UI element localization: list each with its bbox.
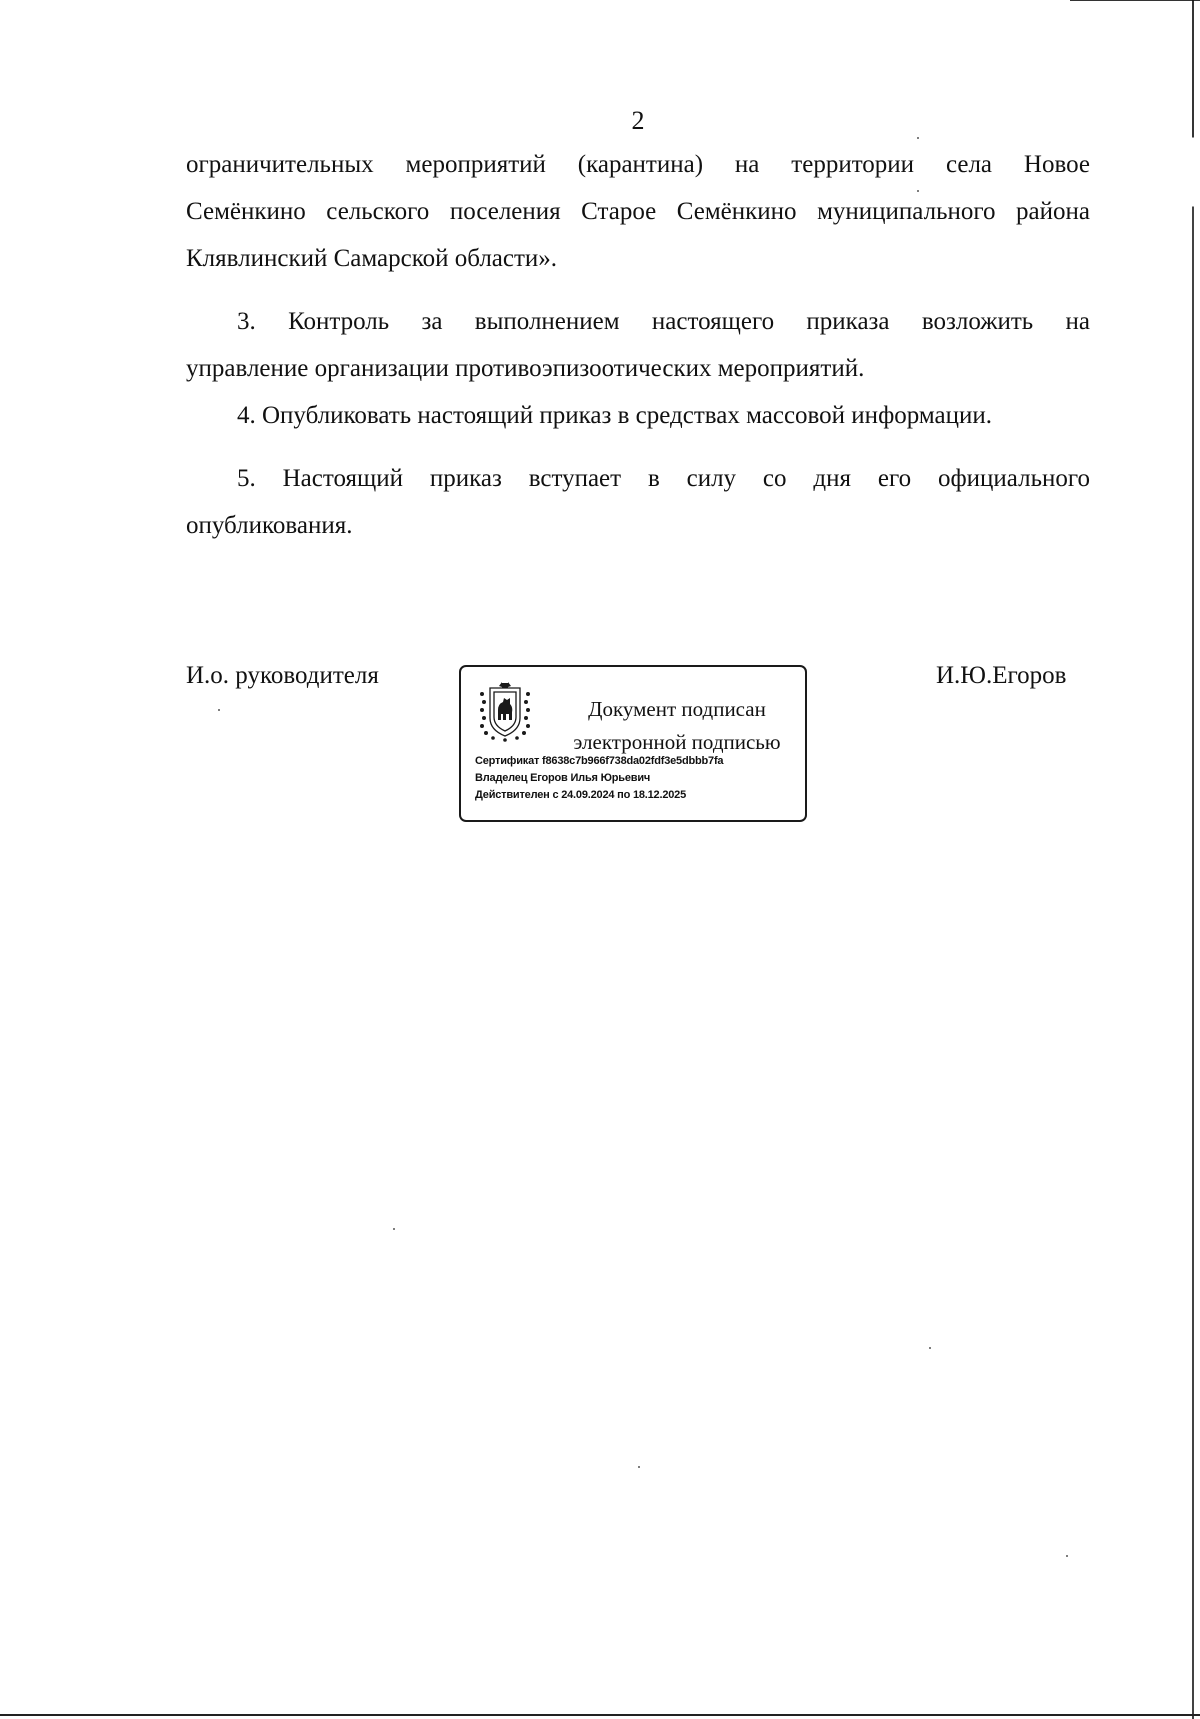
item-5-line-1: 5. Настоящий приказ вступает в силу со дня его официального — [237, 465, 1090, 492]
scan-edge-right — [1192, 0, 1194, 1719]
item-3-line-2: управление организации противоэпизоотических мероприятий. — [186, 355, 865, 382]
scan-speck — [917, 190, 919, 192]
item-4-paragraph — [186, 392, 1090, 439]
stamp-certificate: Сертификат f8638c7b966f738da02fdf3e5dbbb7fa — [475, 755, 724, 767]
electronic-signature-stamp — [459, 665, 807, 822]
item-5-line-2: опубликования. — [186, 512, 353, 539]
stamp-heading — [557, 693, 797, 759]
stamp-validity: Действителен с 24.09.2024 по 18.12.2025 — [475, 789, 687, 801]
continuation-line-1: ограничительных мероприятий (карантина) на территории села Новое — [186, 151, 1090, 178]
signatory-position: И.о. руководителя — [186, 662, 379, 689]
scan-edge-top — [1070, 0, 1200, 1]
stamp-details — [475, 753, 805, 804]
stamp-owner: Владелец Егоров Илья Юрьевич — [475, 772, 651, 784]
item-3-paragraph — [186, 298, 1090, 392]
scan-speck — [917, 137, 919, 139]
signatory-name: И.Ю.Егоров — [936, 662, 1067, 689]
scan-speck — [218, 709, 220, 711]
coat-of-arms-icon — [476, 680, 534, 742]
scan-edge-bottom — [0, 1714, 1200, 1716]
continuation-paragraph — [186, 141, 1090, 282]
stamp-heading-line-2: электронной подписью — [573, 730, 781, 754]
stamp-heading-line-1: Документ подписан — [588, 697, 766, 721]
scan-speck — [929, 1347, 931, 1349]
continuation-line-2: Семёнкино сельского поселения Старое Семёнкино муниципального района — [186, 198, 1090, 225]
page-number: 2 — [631, 106, 645, 135]
scan-speck — [1066, 1555, 1068, 1557]
item-3-line-1: 3. Контроль за выполнением настоящего приказа возложить на — [237, 308, 1090, 335]
item-4-line-1: 4. Опубликовать настоящий приказ в средствах массовой информации. — [237, 402, 993, 429]
scan-speck — [393, 1228, 395, 1230]
item-5-paragraph — [186, 455, 1090, 549]
scan-speck — [638, 1466, 640, 1468]
continuation-line-3: Клявлинский Самарской области». — [186, 245, 558, 272]
